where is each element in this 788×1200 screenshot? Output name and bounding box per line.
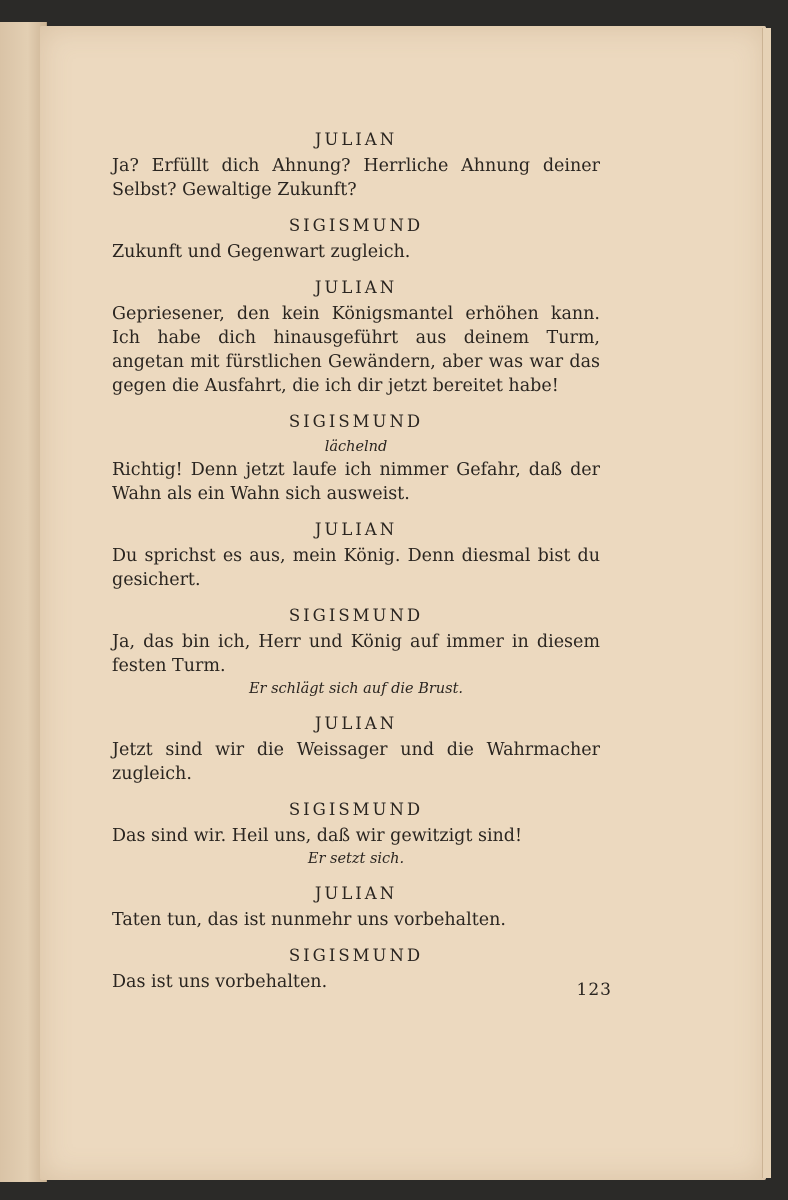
- speech-text: Das ist uns vorbehalten.: [112, 972, 328, 992]
- speaker-name: SIGISMUND: [288, 800, 424, 819]
- page-stack-edge: [762, 28, 771, 1178]
- speech-text: Ja? Erfüllt dich Ahnung? Herrliche Ahnung deiner Selbst? Gewaltige Zukunft?: [112, 156, 600, 200]
- speaker-name: SIGISMUND: [288, 216, 424, 235]
- speaker-name: JULIAN: [314, 278, 398, 297]
- stage-direction: lächelnd: [324, 439, 388, 455]
- speech-text: Gepriesener, den kein Königsmantel erhöhen kann. Ich habe dich hinausgeführt aus deinem Turm, angetan mit fürstlichen Gewändern, aber was war das gegen die Ausfahrt, die ich dir jetzt bereitet habe!: [112, 304, 600, 396]
- stage-direction: Er setzt sich.: [307, 851, 405, 867]
- speech-text: Das sind wir. Heil uns, daß wir gewitzigt sind!: [112, 826, 523, 846]
- speech-text: Jetzt sind wir die Weissager und die Wahrmacher zugleich.: [112, 740, 600, 784]
- speech-text: Ja, das bin ich, Herr und König auf immer in diesem festen Turm.: [112, 632, 600, 676]
- page-number: 123: [576, 980, 612, 1000]
- speaker-name: JULIAN: [314, 884, 398, 903]
- speech-text: Zukunft und Gegenwart zugleich.: [112, 242, 411, 262]
- speech-text: Taten tun, das ist nunmehr uns vorbehalten.: [112, 910, 506, 930]
- speaker-name: JULIAN: [314, 714, 398, 733]
- speech-text: Du sprichst es aus, mein König. Denn diesmal bist du gesichert.: [112, 546, 600, 590]
- speaker-name: JULIAN: [314, 130, 398, 149]
- speech-text: Richtig! Denn jetzt laufe ich nimmer Gefahr, daß der Wahn als ein Wahn sich ausweist.: [112, 460, 600, 504]
- speaker-name: SIGISMUND: [288, 946, 424, 965]
- play-text: [112, 128, 600, 994]
- speaker-name: SIGISMUND: [288, 412, 424, 431]
- speaker-name: SIGISMUND: [288, 606, 424, 625]
- stage-direction: Er schlägt sich auf die Brust.: [248, 681, 464, 697]
- speaker-name: JULIAN: [314, 520, 398, 539]
